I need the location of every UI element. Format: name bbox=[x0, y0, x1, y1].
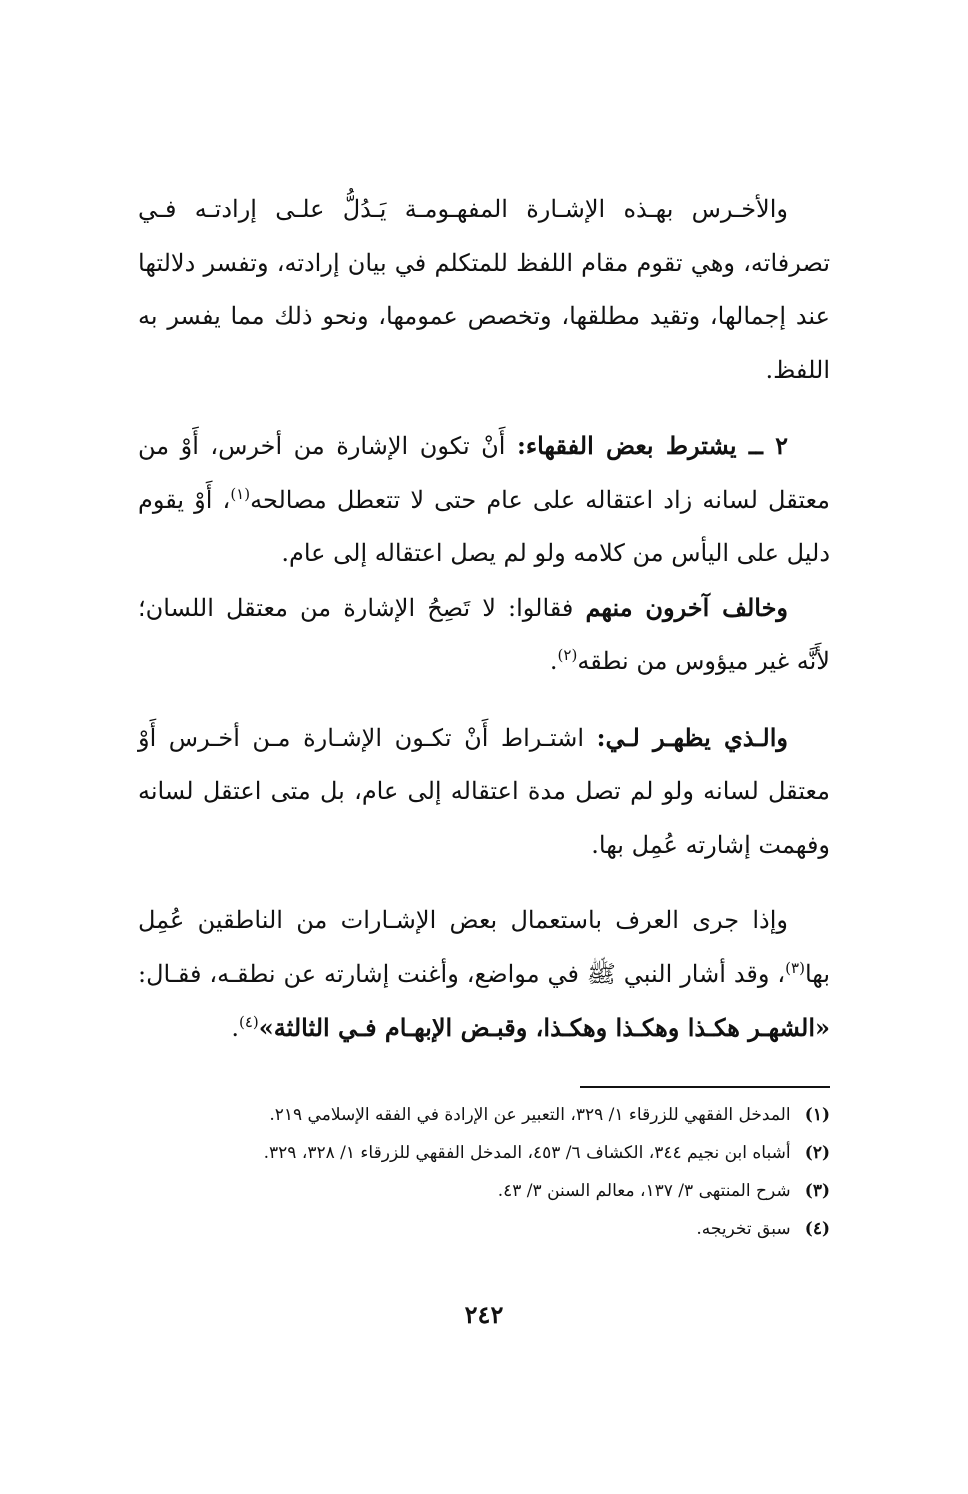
main-text bbox=[138, 183, 830, 1056]
footnote-ref-4: (٤) bbox=[238, 1013, 259, 1031]
paragraph-5-text-c: . bbox=[231, 1014, 239, 1042]
paragraph-2 bbox=[138, 419, 830, 581]
footnote-4-number: (٤) bbox=[804, 1219, 830, 1239]
footnote-3-text: شرح المنتهى ٣/ ١٣٧، معالم السنن ٣/ ٤٣. bbox=[497, 1181, 791, 1201]
paragraph-5-text-a: وإذا جرى العرف باستعمال بعض الإشـارات من الناطقين عُمِل بها bbox=[138, 906, 830, 988]
paragraph-1 bbox=[138, 183, 830, 397]
paragraph-1-text: والأخـرس بهـذه الإشـارة المفهـومـة يَـدُلُّ علـى إرادتـه فـي تصرفاته، وهي تقوم مقام اللفظ للمتكلم في بيان إرادته، وتفسر دلالتها عند إجمالها، وتقيد مطلقها، وتخصص عمومها، ونحو ذلك مما يفسر به اللفظ. bbox=[138, 195, 830, 384]
footnote-1-number: (١) bbox=[804, 1105, 830, 1125]
paragraph-2-text-b: ، أَوْ يقوم دليل على اليأس من كلامه ولو لم يصل اعتقاله إلى عام. bbox=[138, 485, 830, 567]
page-number: ٢٤٢ bbox=[464, 1300, 504, 1329]
footnote-1 bbox=[138, 1096, 830, 1134]
paragraph-3-text-b: . bbox=[549, 647, 558, 675]
footnote-ref-1: (١) bbox=[230, 484, 251, 503]
paragraph-2-text-a: أَنْ تكون الإشارة من أخرس، أَوْ من معتقل لسانه زاد اعتقاله على عام حتى لا تتعطل مصالحه bbox=[138, 432, 831, 514]
paragraph-3 bbox=[138, 581, 830, 689]
paragraph-4-text-a: اشتـراط أَنْ تكـون الإشـارة مـن أخـرس أَوْ معتقل لسانه ولو لم تصل مدة اعتقاله إلى عام، بل متى اعتقل لسانه وفهمت إشارته عُمِل بها. bbox=[138, 723, 830, 859]
hadith-quote: «الشهـر هكـذا وهكـذا وهكـذا، وقبـض الإبهـام فـي الثالثة» bbox=[258, 1013, 830, 1042]
footnote-2-number: (٢) bbox=[804, 1143, 830, 1163]
footnote-ref-2: (٢) bbox=[557, 646, 578, 664]
footnote-4 bbox=[138, 1210, 830, 1248]
footnote-2-text: أشباه ابن نجيم ٣٤٤، الكشاف ٦/ ٤٥٣، المدخل الفقهي للزرقاء ١/ ٣٢٨، ٣٢٩. bbox=[263, 1143, 791, 1163]
paragraph-2-lead: ٢ ــ يشترط بعض الفقهاء: bbox=[516, 431, 788, 460]
paragraph-4 bbox=[138, 711, 830, 873]
footnote-3-number: (٣) bbox=[804, 1181, 830, 1201]
footnote-3 bbox=[138, 1172, 830, 1210]
footnote-4-text: سبق تخريجه. bbox=[696, 1219, 791, 1239]
paragraph-3-text-a: فقالوا: لا تَصِحُ الإشارة من معتقل اللسان؛ لأَنَّه غير ميؤوس من نطقه bbox=[138, 593, 830, 675]
footnote-2 bbox=[138, 1134, 830, 1172]
paragraph-5-text-b: ، وقد أشار النبي ﷺ في مواضع، وأغنت إشارته عن نطقـه، فقـال: bbox=[138, 959, 786, 988]
paragraph-5 bbox=[138, 894, 830, 1056]
paragraph-3-lead: وخالف آخرون منهم bbox=[585, 592, 788, 622]
footnote-1-text: المدخل الفقهي للزرقاء ١/ ٣٢٩، التعبير عن الإرادة في الفقه الإسلامي ٢١٩. bbox=[269, 1105, 791, 1125]
footnote-separator bbox=[580, 1086, 830, 1088]
footnotes bbox=[138, 1096, 830, 1248]
footnote-ref-3: (٣) bbox=[785, 958, 805, 977]
paragraph-4-lead: والـذي يظهـر لـي: bbox=[596, 722, 788, 752]
